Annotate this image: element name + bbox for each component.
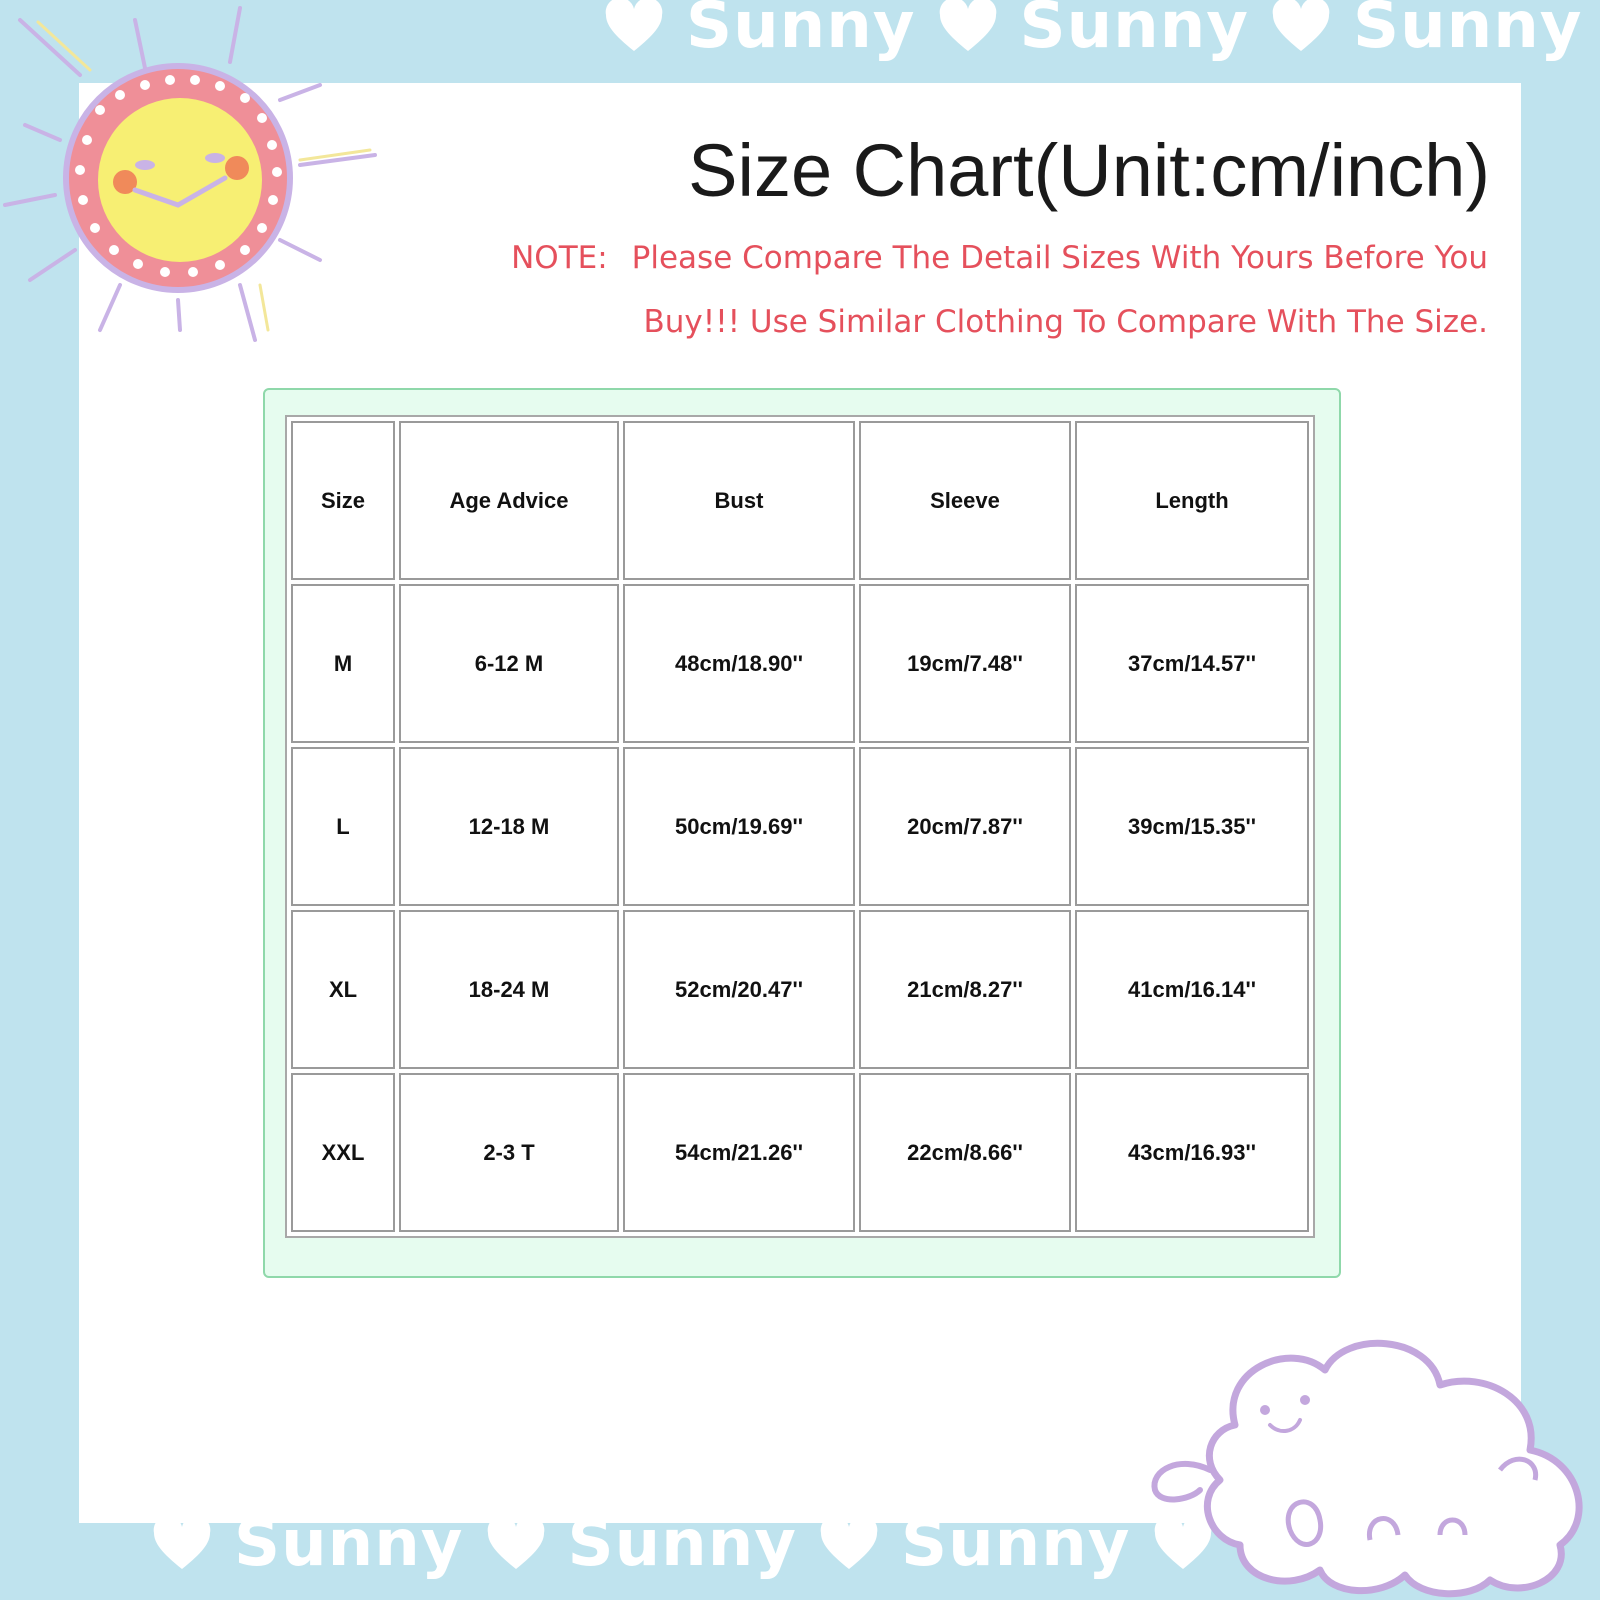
cell-sleeve: 20cm/7.87'' (859, 747, 1071, 906)
cell-size: XL (291, 910, 395, 1069)
column-header-sleeve: Sleeve (859, 421, 1071, 580)
cell-sleeve: 22cm/8.66'' (859, 1073, 1071, 1232)
column-header-age: Age Advice (399, 421, 619, 580)
banner-word: Sunny (1353, 0, 1583, 63)
cell-age: 12-18 M (399, 747, 619, 906)
page-title: Size Chart(Unit:cm/inch) (688, 129, 1490, 212)
banner-word: Sunny (901, 1507, 1131, 1581)
column-header-size: Size (291, 421, 395, 580)
cloud-illustration (1140, 1330, 1600, 1600)
column-header-bust: Bust (623, 421, 855, 580)
note-text: Please Compare The Detail Sizes With Yours Before You Buy!!! Use Similar Clothing To Compare With The Size. (631, 240, 1488, 340)
cell-age: 2-3 T (399, 1073, 619, 1232)
table-row (291, 584, 1309, 743)
cell-bust: 48cm/18.90'' (623, 584, 855, 743)
heart-icon (152, 1517, 212, 1571)
banner-word: Sunny (567, 1507, 797, 1581)
cell-bust: 54cm/21.26'' (623, 1073, 855, 1232)
banner-word: Sunny (686, 0, 916, 63)
cell-size: L (291, 747, 395, 906)
banner-word: Sunny (1019, 0, 1249, 63)
cell-bust: 52cm/20.47'' (623, 910, 855, 1069)
note-label: NOTE: (511, 240, 608, 276)
banner-word: Sunny (234, 1507, 464, 1581)
cell-length: 41cm/16.14'' (1075, 910, 1309, 1069)
table-row (291, 747, 1309, 906)
cell-length: 39cm/15.35'' (1075, 747, 1309, 906)
sun-illustration (0, 0, 380, 360)
table-row (291, 910, 1309, 1069)
table-row (291, 1073, 1309, 1232)
cell-size: M (291, 584, 395, 743)
heart-icon (604, 0, 664, 53)
cell-length: 37cm/14.57'' (1075, 584, 1309, 743)
size-table (285, 415, 1315, 1238)
cell-size: XXL (291, 1073, 395, 1232)
banner-bottom (152, 1507, 1213, 1581)
cell-length: 43cm/16.93'' (1075, 1073, 1309, 1232)
cell-bust: 50cm/19.69'' (623, 747, 855, 906)
heart-icon (819, 1517, 879, 1571)
cell-age: 6-12 M (399, 584, 619, 743)
cell-sleeve: 19cm/7.48'' (859, 584, 1071, 743)
cell-age: 18-24 M (399, 910, 619, 1069)
column-header-length: Length (1075, 421, 1309, 580)
banner-top (604, 0, 1600, 63)
heart-icon (486, 1517, 546, 1571)
size-note (488, 226, 1488, 354)
cell-sleeve: 21cm/8.27'' (859, 910, 1071, 1069)
table-header-row (291, 421, 1309, 580)
heart-icon (938, 0, 998, 53)
heart-icon (1271, 0, 1331, 53)
